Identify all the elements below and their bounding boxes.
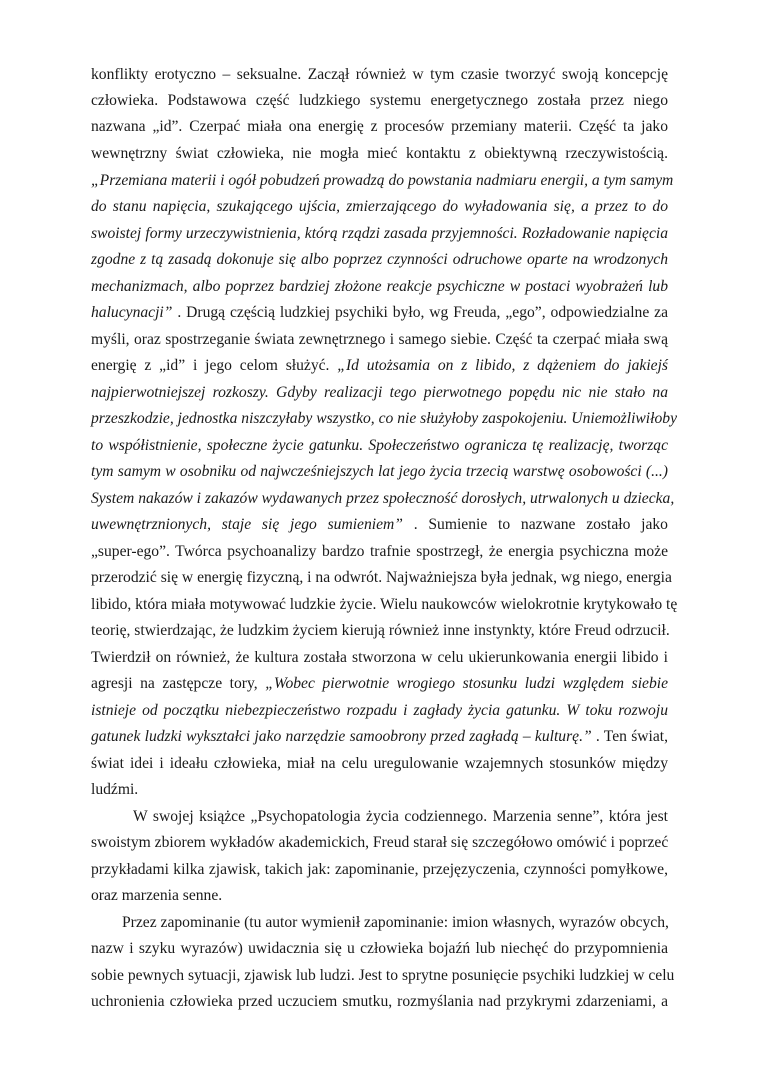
text-line (91, 964, 675, 988)
text-line (91, 937, 668, 961)
text-line (91, 752, 668, 776)
quote-text: do stanu napięcia, szukającego ujścia, zmierzającego do wyładowania się, a przez to do (91, 198, 668, 215)
text-line (91, 513, 668, 537)
body-text: człowieka. Podstawowa część ludzkiego systemu energetycznego została przez niego (91, 92, 668, 109)
text-line (91, 301, 668, 325)
quote-text: „Id utożsamia on z libido, z dążeniem do jakiejś (337, 357, 668, 374)
quote-text: najpierwotniejszej rozkoszy. Gdyby realizacji tego pierwotnego popędu nic nie stało na (91, 384, 668, 401)
text-line (91, 990, 668, 1014)
text-line (91, 222, 668, 246)
body-text: . Sumienie to nazwane zostało jako (402, 516, 668, 533)
text-line (122, 911, 668, 935)
text-line (91, 487, 675, 511)
text-line (91, 540, 668, 564)
body-text: oraz marzenia senne. (91, 887, 223, 904)
quote-text: gatunek ludzki wykształci jako narzędzie samoobrony przed zagładą – kulturę.” (91, 728, 592, 745)
quote-text: tym samym w osobniku od najwcześniejszych lat jego życia trzecią warstwę osobowości (...) (91, 463, 668, 480)
quote-text: to współistnienie, społeczne życie gatunku. Społeczeństwo ogranicza tę realizację, tworząc (91, 437, 668, 454)
text-line (91, 884, 668, 908)
text-line (91, 407, 677, 431)
text-line (91, 619, 668, 643)
quote-text: swoistej formy urzeczywistnienia, którą rządzi zasada przyjemności. Rozładowanie napięcia (91, 225, 668, 242)
text-line (91, 142, 668, 166)
body-text: przykładami kilka zjawisk, takich jak: zapominanie, przejęzyczenia, czynności pomyłkowe, (91, 861, 668, 878)
body-text: nazwana „id”. Czerpać miała ona energię z procesów przemiany materii. Część ta jako (91, 118, 668, 135)
body-text: myśli, oraz spostrzeganie świata zewnętrznego i samego siebie. Część ta czerpać miała swą (91, 331, 668, 348)
body-text: ludźmi. (91, 781, 139, 798)
text-line (91, 699, 668, 723)
body-text: libido, która miała motywować ludzkie życie. Wielu naukowców wielokrotnie krytykowało tę (91, 596, 678, 613)
body-text: . Drugą częścią ludzkiej psychiki było, wg Freuda, „ego”, odpowiedzialne za (172, 304, 668, 321)
text-line (91, 115, 668, 139)
text-line (91, 460, 668, 484)
text-line (91, 354, 668, 378)
quote-text: System nakazów i zakazów wydawanych przez społeczność dorosłych, utrwalonych u dziecka, (91, 490, 675, 507)
body-text: energię z „id” i jego celom służyć. (91, 357, 338, 374)
body-text: teorię, stwierdzając, że ludzkim życiem kierują również inne instynkty, które Freud odrzucił. (91, 622, 670, 639)
quote-text: „Wobec pierwotnie wrogiego stosunku ludzi względem siebie (265, 675, 668, 692)
text-line (91, 566, 672, 590)
body-text: . Ten świat, (591, 728, 669, 745)
text-line (91, 434, 668, 458)
text-line (91, 169, 674, 193)
text-line (91, 248, 668, 272)
body-text: swoistym zbiorem wykładów akademickich, Freud starał się szczegółowo omówić i poprzeć (91, 834, 669, 851)
text-line (133, 805, 668, 829)
body-text: agresji na zastępcze tory, (91, 675, 266, 692)
text-line (91, 831, 668, 855)
text-line (91, 593, 678, 617)
body-text: świat idei i ideału człowieka, miał na celu uregulowanie wzajemnych stosunków między (91, 755, 668, 772)
body-text: Przez zapominanie (tu autor wymienił zapominanie: imion własnych, wyrazów obcych, (122, 914, 669, 931)
body-text: konflikty erotyczno – seksualne. Zaczął również w tym czasie tworzyć swoją koncepcję (91, 66, 668, 83)
quote-text: zgodne z tą zasadą dokonuje się albo poprzez czynności odruchowe oparte na wrodzonych (91, 251, 668, 268)
body-text: W swojej książce „Psychopatologia życia codziennego. Marzenia senne”, która jest (133, 808, 668, 825)
quote-text: mechanizmach, albo poprzez bardziej złożone reakcje psychiczne w postaci wyobrażeń lub (91, 278, 668, 295)
text-line (91, 195, 668, 219)
body-text: wewnętrzny świat człowieka, nie mogła mieć kontaktu z obiektywną rzeczywistością. (91, 145, 668, 162)
text-line (91, 778, 668, 802)
text-line (91, 858, 668, 882)
quote-text: przeszkodzie, jednostka niszczyłaby wszystko, co nie służyłoby zaspokojeniu. Uniemożliwiłoby (91, 410, 677, 427)
body-text: przerodzić się w energię fizyczną, i na odwrót. Najważniejsza była jednak, wg niego, energia (91, 569, 672, 586)
text-line (91, 672, 668, 696)
quote-text: halucynacji” (91, 304, 173, 321)
body-text: nazw i szyku wyrazów) uwidacznia się u człowieka bojaźń lub niechęć do przypomnienia (91, 940, 668, 957)
text-line (91, 328, 668, 352)
quote-text: istnieje od początku niebezpieczeństwo rozpadu i zagłady życia gatunku. W toku rozwoju (91, 702, 668, 719)
body-text: „super-ego”. Twórca psychoanalizy bardzo trafnie spostrzegł, że energia psychiczna może (91, 543, 668, 560)
quote-text: „Przemiana materii i ogół pobudzeń prowadzą do powstania nadmiaru energii, a tym samym (91, 172, 674, 189)
text-line (91, 381, 668, 405)
text-line (91, 725, 668, 749)
body-text: Twierdził on również, że kultura została stworzona w celu ukierunkowania energii libido i (91, 649, 668, 666)
text-line (91, 63, 668, 87)
text-line (91, 646, 668, 670)
body-text: sobie pewnych sytuacji, zjawisk lub ludzi. Jest to sprytne posunięcie psychiki ludzkiej w celu (91, 967, 675, 984)
text-line (91, 89, 668, 113)
quote-text: uwewnętrznionych, staje się jego sumieniem” (91, 516, 403, 533)
text-line (91, 275, 668, 299)
body-text: uchronienia człowieka przed uczuciem smutku, rozmyślania nad przykrymi zdarzeniami, a (91, 993, 668, 1010)
